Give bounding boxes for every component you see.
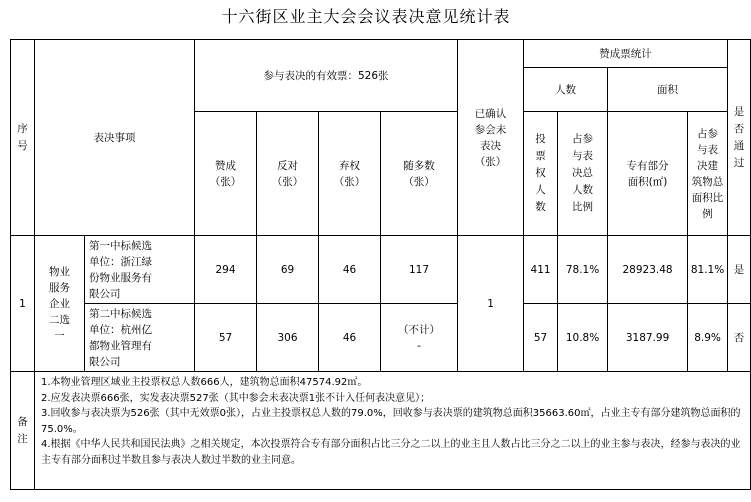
candidate-oppose: 69 bbox=[257, 236, 319, 304]
candidate-pass: 否 bbox=[728, 304, 751, 372]
table-row bbox=[11, 236, 751, 304]
vote-statistics-table bbox=[10, 39, 751, 490]
candidate-follow-majority: （不计） - bbox=[381, 304, 458, 372]
candidate-name: 第一中标候选 单位：浙江绿 份物业服务有 限公司 bbox=[85, 236, 195, 304]
candidate-exclusive-area: 28923.48 bbox=[608, 236, 688, 304]
candidate-area-ratio: 81.1% bbox=[688, 236, 728, 304]
header-matter: 表决事项 bbox=[35, 40, 195, 236]
header-vote-count: 投 票 权 人 数 bbox=[524, 112, 558, 236]
header-people: 人数 bbox=[524, 68, 608, 112]
candidate-name: 第二中标候选 单位：杭州亿 都物业管理有 限公司 bbox=[85, 304, 195, 372]
note-item: 4.根据《中华人民共和国民法典》之相关规定，本次投票符合专有部分面积占比三分之二以上的业主且人数占比三分之二以上的业主参与表决，经参与表决的业主专有部分面积过半数且参与表决人数过半数的业主同意。 bbox=[41, 439, 741, 466]
header-abstain: 弃权 （张） bbox=[319, 112, 381, 236]
note-item: 2.应发表决票666张，实发表决票527张（其中参会未表决票1张不计入任何表决意见）； bbox=[41, 392, 431, 404]
row-confirmed-unvoted: 1 bbox=[458, 236, 524, 372]
candidate-exclusive-area: 3187.99 bbox=[608, 304, 688, 372]
header-people-ratio: 占参 与表 决总 人数 比例 bbox=[558, 112, 608, 236]
header-pass: 是 否 通 过 bbox=[728, 40, 751, 236]
row-seq: 1 bbox=[11, 236, 35, 372]
header-follow-majority: 随多数 （张） bbox=[381, 112, 458, 236]
candidate-vote-count: 411 bbox=[524, 236, 558, 304]
candidate-area-ratio: 8.9% bbox=[688, 304, 728, 372]
candidate-abstain: 46 bbox=[319, 304, 381, 372]
candidate-approve: 294 bbox=[195, 236, 257, 304]
header-seq: 序 号 bbox=[11, 40, 35, 236]
candidate-pass: 是 bbox=[728, 236, 751, 304]
notes-label: 备 注 bbox=[11, 372, 35, 490]
header-exclusive-area: 专有部分 面积(㎡) bbox=[608, 112, 688, 236]
table-row bbox=[11, 304, 751, 372]
candidate-follow-majority: 117 bbox=[381, 236, 458, 304]
candidate-oppose: 306 bbox=[257, 304, 319, 372]
candidate-approve: 57 bbox=[195, 304, 257, 372]
header-oppose: 反对 （张） bbox=[257, 112, 319, 236]
note-item: 1.本物业管理区域业主投票权总人数666人，建筑物总面积47574.92㎡。 bbox=[41, 377, 368, 388]
header-area-ratio: 占参 与表 决建 筑物总 面积比 例 bbox=[688, 112, 728, 236]
row-matter: 物业 服务 企业 二选 一 bbox=[35, 236, 85, 372]
candidate-vote-count: 57 bbox=[524, 304, 558, 372]
candidate-abstain: 46 bbox=[319, 236, 381, 304]
note-item: 3.回收参与表决票为526张（其中无效票0张），占业主投票权总人数的79.0%，回收参与表决票的建筑物总面积35663.60㎡，占业主专有部分建筑物总面积的75.0%。 bbox=[41, 408, 741, 435]
header-confirmed-unvoted: 已确认 参会未 表决 （张） bbox=[458, 40, 524, 236]
header-approve-stats: 赞成票统计 bbox=[524, 40, 728, 68]
header-approve: 赞成 （张） bbox=[195, 112, 257, 236]
candidate-people-ratio: 10.8% bbox=[558, 304, 608, 372]
header-area: 面积 bbox=[608, 68, 728, 112]
notes-cell bbox=[35, 372, 751, 490]
page-title: 十六街区业主大会会议表决意见统计表 bbox=[221, 7, 511, 26]
header-valid-votes: 参与表决的有效票：526张 bbox=[195, 40, 458, 112]
candidate-people-ratio: 78.1% bbox=[558, 236, 608, 304]
